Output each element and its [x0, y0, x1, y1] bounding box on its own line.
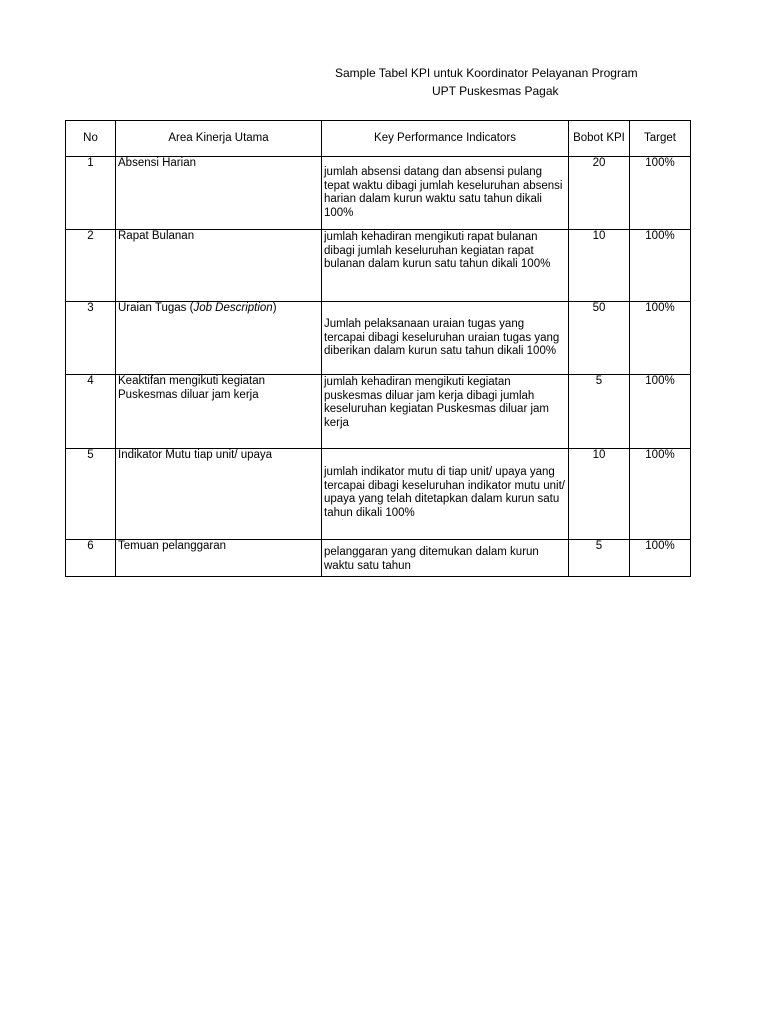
row-bobot: 5 [569, 540, 630, 577]
row-bobot: 10 [569, 230, 630, 302]
row-no: 5 [66, 449, 116, 540]
row-kpi [322, 302, 569, 375]
table-row [66, 230, 691, 302]
row-target: 100% [630, 375, 691, 449]
row-area [116, 230, 322, 302]
header-target: Target [630, 121, 691, 157]
row-area-text: Keaktifan mengikuti kegiatan Puskesmas diluar jam kerja [118, 375, 266, 401]
row-no: 3 [66, 302, 116, 375]
row-kpi-text: Jumlah pelaksanaan uraian tugas yang tercapai dibagi keseluruhan uraian tugas yang diberikan dalam kurun satu tahun dikali 100% [324, 318, 560, 357]
row-no: 6 [66, 540, 116, 577]
table-row [66, 157, 691, 230]
row-kpi-text: pelanggaran yang ditemukan dalam kurun waktu satu tahun [324, 546, 539, 572]
title-line-2: UPT Puskesmas Pagak [432, 84, 559, 98]
row-target: 100% [630, 540, 691, 577]
row-kpi-text: jumlah kehadiran mengikuti kegiatan puskesmas diluar jam kerja dibagi jumlah keseluruhan kegiatan Puskesmas diluar jam kerja [324, 376, 550, 429]
header-area: Area Kinerja Utama [116, 121, 322, 157]
header-kpi: Key Performance Indicators [322, 121, 569, 157]
row-target: 100% [630, 449, 691, 540]
row-bobot: 20 [569, 157, 630, 230]
row-no: 4 [66, 375, 116, 449]
table-header-row [66, 121, 691, 157]
row-kpi [322, 540, 569, 577]
row-area [116, 375, 322, 449]
row-bobot: 50 [569, 302, 630, 375]
row-area-text: Indikator Mutu tiap unit/ upaya [118, 449, 273, 461]
row-area [116, 449, 322, 540]
row-kpi-text: jumlah indikator mutu di tiap unit/ upaya yang tercapai dibagi keseluruhan indikator mutu unit/ upaya yang telah ditetapkan dalam kurun satu tahun dikali 100% [324, 466, 566, 519]
row-kpi [322, 449, 569, 540]
row-bobot: 5 [569, 375, 630, 449]
title-line-1: Sample Tabel KPI untuk Koordinator Pelayanan Program [335, 66, 638, 80]
kpi-table [65, 120, 691, 577]
row-area-suffix: ) [272, 302, 277, 314]
row-area-text: Rapat Bulanan [118, 230, 195, 242]
row-area [116, 540, 322, 577]
row-area-text: Uraian Tugas ( [118, 302, 194, 314]
header-no: No [66, 121, 116, 157]
row-bobot: 10 [569, 449, 630, 540]
row-area [116, 302, 322, 375]
row-target: 100% [630, 302, 691, 375]
row-target: 100% [630, 230, 691, 302]
row-area-text: Absensi Harian [118, 157, 196, 169]
row-area [116, 157, 322, 230]
row-kpi-text: jumlah kehadiran mengikuti rapat bulanan dibagi jumlah keseluruhan kegiatan rapat bulanan dalam kurun satu tahun dikali 100% [324, 231, 551, 270]
table-row [66, 302, 691, 375]
row-kpi [322, 230, 569, 302]
table-row [66, 375, 691, 449]
header-bobot: Bobot KPI [569, 121, 630, 157]
row-kpi [322, 375, 569, 449]
row-area-text: Temuan pelanggaran [118, 540, 227, 552]
table-row [66, 540, 691, 577]
row-no: 2 [66, 230, 116, 302]
row-kpi [322, 157, 569, 230]
table-row [66, 449, 691, 540]
row-kpi-text: jumlah absensi datang dan absensi pulang tepat waktu dibagi jumlah keseluruhan absensi harian dalam kurun waktu satu tahun dikali 100% [324, 166, 563, 219]
row-area-italic: Job Description [193, 302, 273, 314]
row-target: 100% [630, 157, 691, 230]
row-no: 1 [66, 157, 116, 230]
